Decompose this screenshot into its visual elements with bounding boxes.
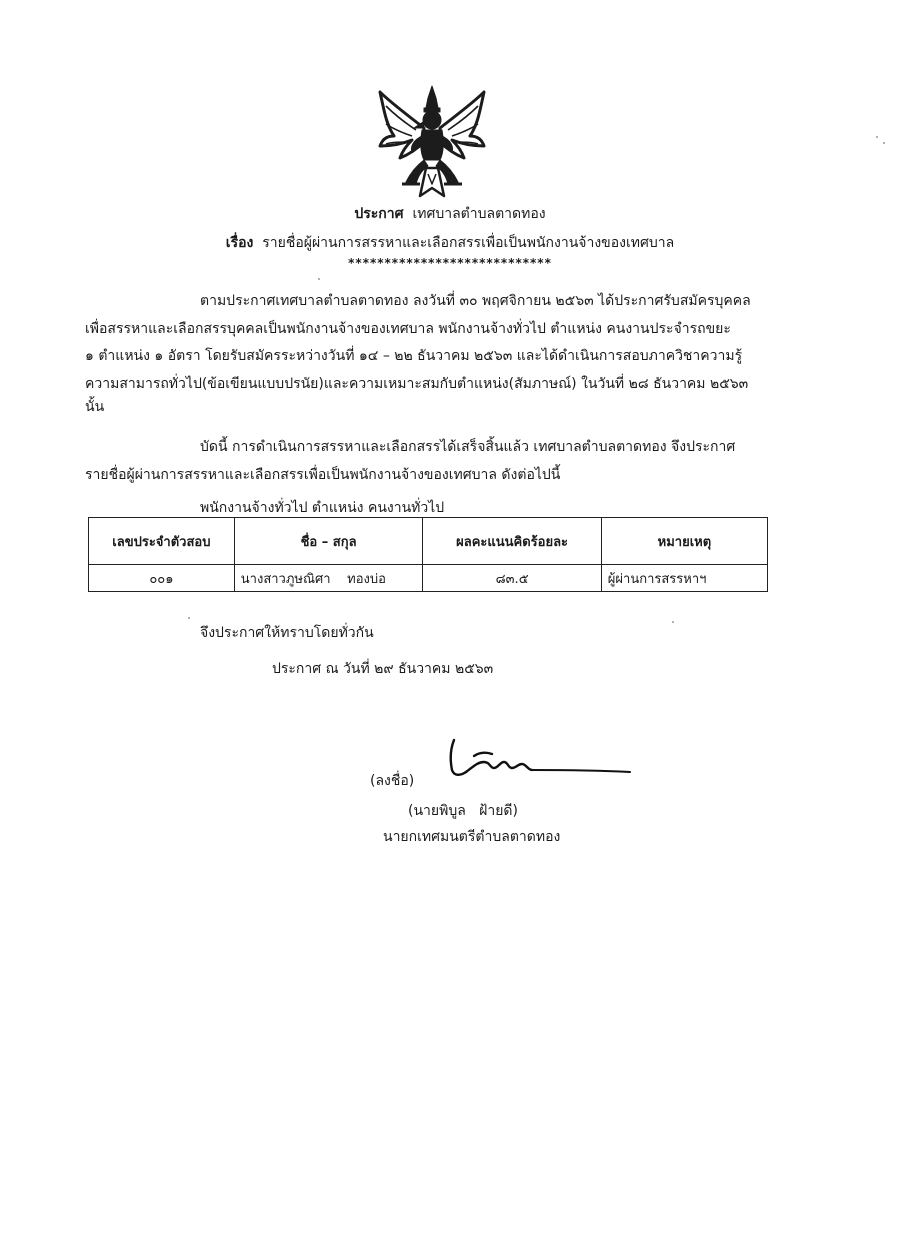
column-header-exam-id: เลขประจำตัวสอบ xyxy=(89,518,235,565)
announcement-date: ประกาศ ณ วันที่ ๒๙ ธันวาคม ๒๕๖๓ xyxy=(272,661,494,677)
cell-exam-id: ๐๐๑ xyxy=(89,565,235,592)
scan-speck xyxy=(672,621,674,623)
announcement-subject xyxy=(0,232,900,254)
announce-org: เทศบาลตำบลตาดทอง xyxy=(412,206,546,222)
paragraph-1-line: ตามประกาศเทศบาลตำบลตาดทอง ลงวันที่ ๓๐ พฤศจิกายน ๒๕๖๓ ได้ประกาศรับสมัครบุคคล xyxy=(200,293,751,309)
announce-label: ประกาศ xyxy=(354,206,404,222)
table-header-row xyxy=(89,518,768,565)
garuda-emblem-icon xyxy=(376,84,488,200)
column-header-remark: หมายเหตุ xyxy=(601,518,767,565)
handwritten-signature xyxy=(440,736,640,784)
cell-name: นางสาวภูษณิศา ทองบ่อ xyxy=(234,565,423,592)
paragraph-2-line: บัดนี้ การดำเนินการสรรหาและเลือกสรรได้เสร็จสิ้นแล้ว เทศบาลตำบลตาดทอง จึงประกาศ xyxy=(200,439,736,455)
cell-score: ๘๓.๕ xyxy=(423,565,601,592)
column-header-name: ชื่อ – สกุล xyxy=(234,518,423,565)
scan-speck xyxy=(318,278,320,280)
results-table xyxy=(88,517,768,592)
signatory-position: นายกเทศมนตรีตำบลตาดทอง xyxy=(383,829,561,845)
title-divider: **************************** xyxy=(348,256,552,270)
announcement-title xyxy=(0,203,900,225)
paragraph-1-line: ๑ ตำแหน่ง ๑ อัตรา โดยรับสมัครระหว่างวันที่ ๑๔ – ๒๒ ธันวาคม ๒๕๖๓ และได้ดำเนินการสอบภาควิชาความรู้ xyxy=(85,348,743,364)
signature-label: (ลงชื่อ) xyxy=(370,773,415,789)
paragraph-1-line: เพื่อสรรหาและเลือกสรรบุคคลเป็นพนักงานจ้างของเทศบาล พนักงานจ้างทั่วไป ตำแหน่ง คนงานประจำรถขยะ xyxy=(85,321,731,337)
cell-remark: ผู้ผ่านการสรรหาฯ xyxy=(601,565,767,592)
signatory-name: (นายพิบูล ฝ้ายดี) xyxy=(408,803,518,819)
position-section-label: พนักงานจ้างทั่วไป ตำแหน่ง คนงานทั่วไป xyxy=(200,500,445,516)
paragraph-2-line: รายชื่อผู้ผ่านการสรรหาและเลือกสรรเพื่อเป็นพนักงานจ้างของเทศบาล ดังต่อไปนี้ xyxy=(85,467,561,483)
paragraph-1-line: นั้น xyxy=(85,399,105,415)
scan-speck xyxy=(883,142,885,144)
table-row xyxy=(89,565,768,592)
scan-speck xyxy=(188,617,190,619)
column-header-score: ผลคะแนนคิดร้อยละ xyxy=(423,518,601,565)
scan-speck xyxy=(876,136,878,138)
paragraph-1-line: ความสามารถทั่วไป(ข้อเขียนแบบปรนัย)และความเหมาะสมกับตำแหน่ง(สัมภาษณ์) ในวันที่ ๒๘ ธันวาคม ๒๕๖๓ xyxy=(85,376,749,392)
subject-label: เรื่อง xyxy=(225,235,254,251)
closing-statement: จึงประกาศให้ทราบโดยทั่วกัน xyxy=(200,625,374,641)
subject-text: รายชื่อผู้ผ่านการสรรหาและเลือกสรรเพื่อเป็นพนักงานจ้างของเทศบาล xyxy=(262,235,675,251)
